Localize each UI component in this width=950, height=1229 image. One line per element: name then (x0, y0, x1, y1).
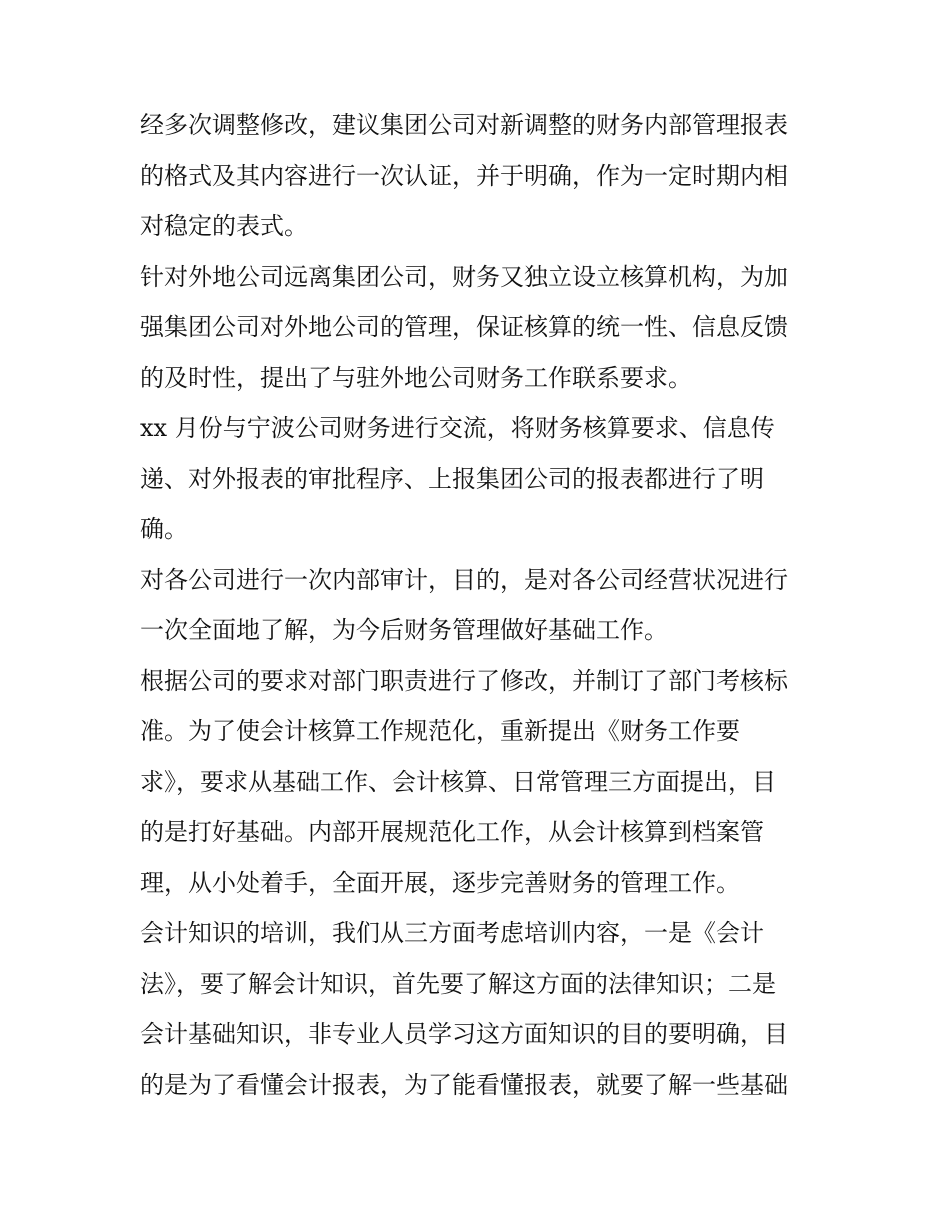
text-line: 对稳定的表式。 (140, 212, 308, 240)
text-line: 会计基础知识，非专业人员学习这方面知识的目的要明确，目 (140, 1020, 788, 1048)
text-line: 的是打好基础。内部开展规范化工作，从会计核算到档案管 (140, 818, 764, 846)
text-line: 会计知识的培训，我们从三方面考虑培训内容，一是《会计 (140, 919, 764, 947)
text-line: 经多次调整修改，建议集团公司对新调整的财务内部管理报表 (140, 111, 788, 139)
paragraph (140, 908, 820, 1110)
paragraph (140, 252, 820, 404)
text-line: 对各公司进行一次内部审计，目的，是对各公司经营状况进行 (140, 565, 788, 594)
text-line: 理，从小处着手，全面开展，逐步完善财务的管理工作。 (140, 868, 740, 897)
paragraph (140, 555, 820, 656)
text-line: 的是为了看懂会计报表，为了能看懂报表，就要了解一些基础 (140, 1070, 788, 1099)
document-page (140, 100, 820, 1110)
paragraph (140, 100, 820, 252)
text-line: 确。 (140, 515, 188, 543)
paragraph (140, 656, 820, 909)
text-line: 针对外地公司远离集团公司，财务又独立设立核算机构，为加 (140, 262, 788, 291)
text-line: 的及时性，提出了与驻外地公司财务工作联系要求。 (140, 363, 692, 392)
text-line: xx 月份与宁波公司财务进行交流，将财务核算要求、信息传 (140, 414, 775, 442)
text-line: 法》，要了解会计知识，首先要了解这方面的法律知识；二是 (140, 969, 776, 998)
paragraph (140, 403, 820, 555)
text-line: 的格式及其内容进行一次认证，并于明确，作为一定时期内相 (140, 161, 788, 190)
text-line: 一次全面地了解，为今后财务管理做好基础工作。 (140, 616, 668, 644)
text-line: 强集团公司对外地公司的管理，保证核算的统一性、信息反馈 (140, 313, 788, 341)
text-line: 根据公司的要求对部门职责进行了修改，并制订了部门考核标 (140, 666, 788, 695)
text-line: 递、对外报表的审批程序、上报集团公司的报表都进行了明 (140, 464, 764, 493)
text-line: 准。为了使会计核算工作规范化，重新提出《财务工作要 (140, 717, 740, 745)
text-line: 求》，要求从基础工作、会计核算、日常管理三方面提出，目 (140, 767, 776, 796)
